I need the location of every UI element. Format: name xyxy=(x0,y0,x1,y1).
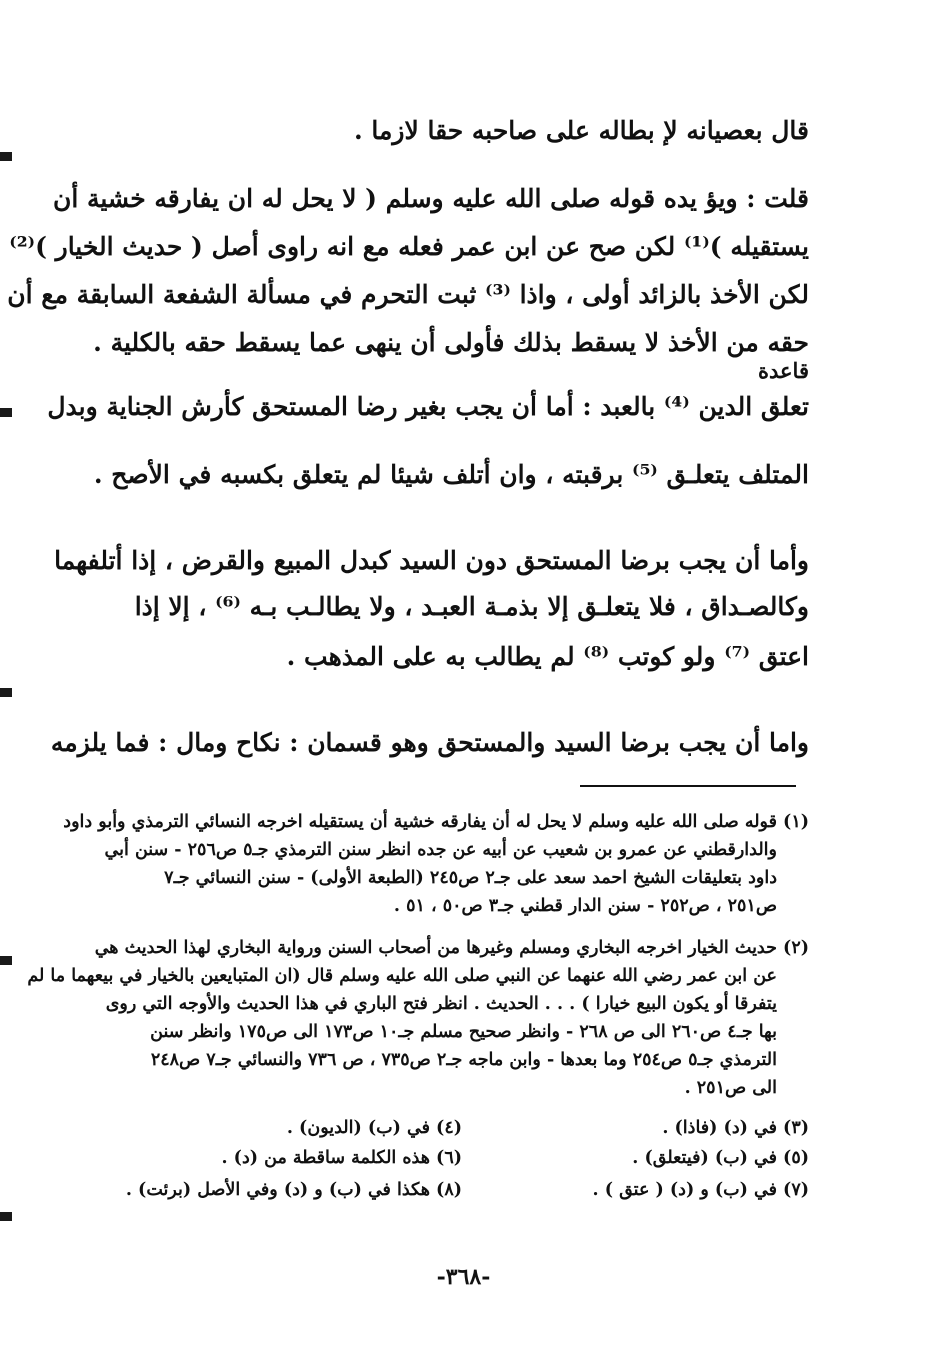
body-line: يستقيله )⁽¹⁾ لكن صح عن ابن عمر فعله مع انه راوى أصل ( حديث الخيار )⁽²⁾ xyxy=(9,232,809,261)
short-note: (٧) في (ب) و (د) ( عتق ) . xyxy=(592,1180,809,1200)
short-note: (٤) في (ب) (الديون) . xyxy=(286,1118,462,1138)
body-line: لكن الأخذ بالزائد أولى ، واذا ⁽³⁾ ثبت التحرم في مسألة الشفعة السابقة مع أن xyxy=(7,280,809,309)
margin-mark xyxy=(0,152,12,161)
short-note: (٣) في (د) (فاذا) . xyxy=(662,1118,809,1138)
footnote-line: ص٢٥١ ، ص٢٥٢ - سنن الدار قطني جـ٣ ص٥٠ ، ٥١ . xyxy=(393,896,777,916)
page-number: -٣٦٨- xyxy=(436,1264,491,1290)
footnote-line: الترمذي جـ٥ ص٢٥٤ وما بعدها - وابن ماجه جـ٢ ص٧٣٥ ، ص ٧٣٦ والنسائي جـ٧ ص٢٤٨ xyxy=(150,1050,777,1070)
section-heading: قاعدة xyxy=(758,358,809,383)
body-line: وكالصـداق ، فلا يتعلـق إلا بذمـة العبـد ، ولا يطالـب بـه ⁽⁶⁾ ، إلا إذا xyxy=(134,592,809,621)
margin-mark xyxy=(0,688,12,697)
footnote-line: (١) قوله صلى الله عليه وسلم لا يحل له أن يفارقه خشية أن يستقيله اخرجه النسائي الترمذي وأبو داود xyxy=(63,812,809,832)
body-line: حقه من الأخذ لا يسقط بذلك فأولى أن ينهى عما يسقط حقه بالكلية . xyxy=(93,328,809,357)
footnote-line: (٢) حديث الخيار اخرجه البخاري ومسلم وغيرها من أصحاب السنن ورواية البخاري لهذا الحديث هي xyxy=(94,938,809,958)
body-line: المتلف يتعلـق ⁽⁵⁾ برقبته ، وان أتلف شيئا لم يتعلق بكسبه في الأصح . xyxy=(93,460,809,489)
footnote-line: داود بتعليقات الشيخ احمد سعد على جـ٢ ص٢٤٥ (الطبعة الأولى) - سنن النسائي جـ٧ xyxy=(164,868,777,888)
short-note: (٥) في (ب) (فيتعلق) . xyxy=(632,1148,809,1168)
body-line: اعتق ⁽⁷⁾ ولو كوتب ⁽⁸⁾ لم يطالب به على المذهب . xyxy=(286,642,809,671)
short-note: (٦) هذه الكلمة ساقطة من (د) . xyxy=(221,1148,462,1168)
footnote-line: يتفرقا أو يكون البيع خيارا ) . . . الحديث . انظر فتح الباري في هذا الحديث والأوجه التي روى xyxy=(105,994,777,1014)
footnote-separator xyxy=(580,785,796,787)
body-line: قال بعصيانه لإ بطاله على صاحبه حقا لازما . xyxy=(354,116,809,145)
footnote-line: الى ص٢٥١ . xyxy=(684,1078,777,1098)
margin-mark xyxy=(0,1212,12,1221)
footnote-line: عن ابن عمر رضي الله عنهما عن النبي صلى الله عليه وسلم قال (ان المتبايعين بالخيار في بيعهما ما لم xyxy=(27,966,777,986)
body-line: واما أن يجب برضا السيد والمستحق وهو قسمان : نكاح ومال : فما يلزمه xyxy=(50,728,809,757)
footnote-line: بها جـ٤ ص٢٦٠ الى ص ٢٦٨ - وانظر صحيح مسلم جـ١٠ ص١٧٣ الى ص١٧٥ وانظر سنن xyxy=(150,1022,777,1042)
footnote-line: والدارقطني عن عمرو بن شعيب عن أبيه عن جده انظر سنن الترمذي جـ٥ ص٢٥٦ - سنن أبي xyxy=(104,840,777,860)
margin-mark xyxy=(0,408,12,417)
margin-mark xyxy=(0,956,12,965)
body-line: قلت : ويؤ يده قوله صلى الله عليه وسلم ( لا يحل له ان يفارقه خشية أن xyxy=(52,184,809,213)
body-line: تعلق الدين ⁽⁴⁾ بالعبد : أما أن يجب بغير رضا المستحق كأرش الجناية وبدل xyxy=(47,392,809,421)
short-note: (٨) هكذا في (ب) و (د) وفي الأصل (برئت) . xyxy=(125,1180,462,1200)
body-line: وأما أن يجب برضا المستحق دون السيد كبدل المبيع والقرض ، إذا أتلفهما xyxy=(54,546,809,575)
